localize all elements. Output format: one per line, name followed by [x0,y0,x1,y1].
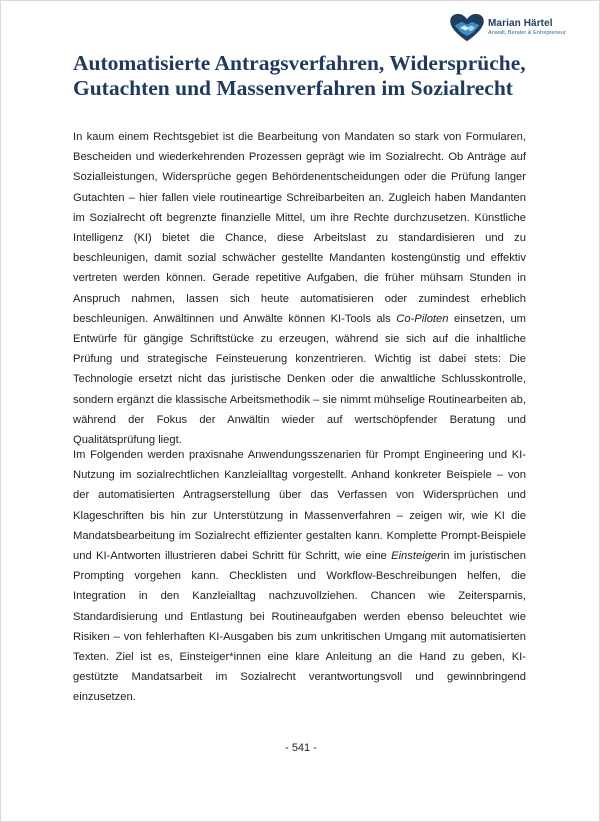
page-title: Automatisierte Antragsverfahren, Widersprüche, Gutachten und Massenverfahren im Sozialrecht [73,51,526,100]
paragraph-1-text-a: In kaum einem Rechtsgebiet ist die Bearbeitung von Mandaten so stark von Formularen, Bescheiden und wiederkehrenden Prozessen geprägt wie im Sozialrecht. Ob Anträge auf Sozialleistungen, Widersprüche gegen Behördenentscheidungen oder die Prüfung langer Gutachten – hier fallen viele routineartige Schreibarbeiten an. Zugleich haben Mandanten im Sozialrecht oft begrenzte finanzielle Mittel, um ihre Rechte durchzusetzen. Künstliche Intelligenz (KI) bietet die Chance, diese Arbeitslast zu standardisieren und zu beschleunigen, damit sozial schwächer gestellte Mandanten kostengünstig und effektiv vertreten werden können. Gerade repetitive Aufgaben, die früher mühsam Stunden in Anspruch nahmen, lassen sich heute automatisieren oder zumindest erheblich beschleunigen. Anwältinnen und Anwälte können KI-Tools als [73,131,526,325]
logo [449,13,566,43]
heart-handshake-icon [449,13,485,43]
body-paragraph-1 [73,127,526,450]
paragraph-1-text-b: einsetzen, um Entwürfe für gängige Schriftstücke zu erzeugen, während sie sich auf die inhaltliche Prüfung und strategische Feinsteuerung konzentrieren. Wichtig ist dabei stets: Die Technologie ersetzt nicht das juristische Denken oder die anwaltliche Schlusskontrolle, sondern ergänzt die klassische Arbeitsmethodik – sie nimmt mühselige Routinearbeiten ab, während der Fokus der Anwältin wieder auf wertschöpfender Beratung und Qualitätsprüfung liegt. [73,312,526,447]
logo-tagline: Anwalt, Berater & Entrepreneur [488,30,566,37]
page-number: - 541 - [285,742,317,754]
paragraph-2-text-a: Im Folgenden werden praxisnahe Anwendungsszenarien für Prompt Engineering und KI-Nutzung im sozialrechtlichen Kanzleialltag vorgestellt. Anhand konkreter Beispiele – von der automatisierten Antragserstellung über das Verfassen von Widersprüchen und Klageschriften bis hin zur Unterstützung in Massenverfahren – zeigen wir, wie KI die Mandatsbearbeitung im Sozialrecht effizienter gestalten kann. Komplette Prompt-Beispiele und KI-Antworten illustrieren dabei Schritt für Schritt, wie eine [73,449,526,563]
body-paragraph-2 [73,445,526,708]
paragraph-2-text-b: in im juristischen Prompting vorgehen kann. Checklisten und Workflow-Beschreibungen helfen, die Integration in den Kanzleialltag nachzuvollziehen. Chancen wie Zeitersparnis, Standardisierung und Entlastung bei Routineaufgaben werden ebenso beleuchtet wie Risiken – von fehlerhaften KI-Ausgaben bis zum unkritischen Umgang mit automatisierten Texten. Ziel ist es, Einsteiger*innen eine klare Anleitung an die Hand zu geben, KI-gestützte Mandatsarbeit im Sozialrecht verantwortungsvoll und gewinnbringend einzusetzen. [73,550,526,704]
paragraph-2-italic: Einsteiger [391,550,441,563]
paragraph-1-italic: Co-Piloten [396,312,449,325]
logo-name: Marian Härtel [488,18,553,30]
